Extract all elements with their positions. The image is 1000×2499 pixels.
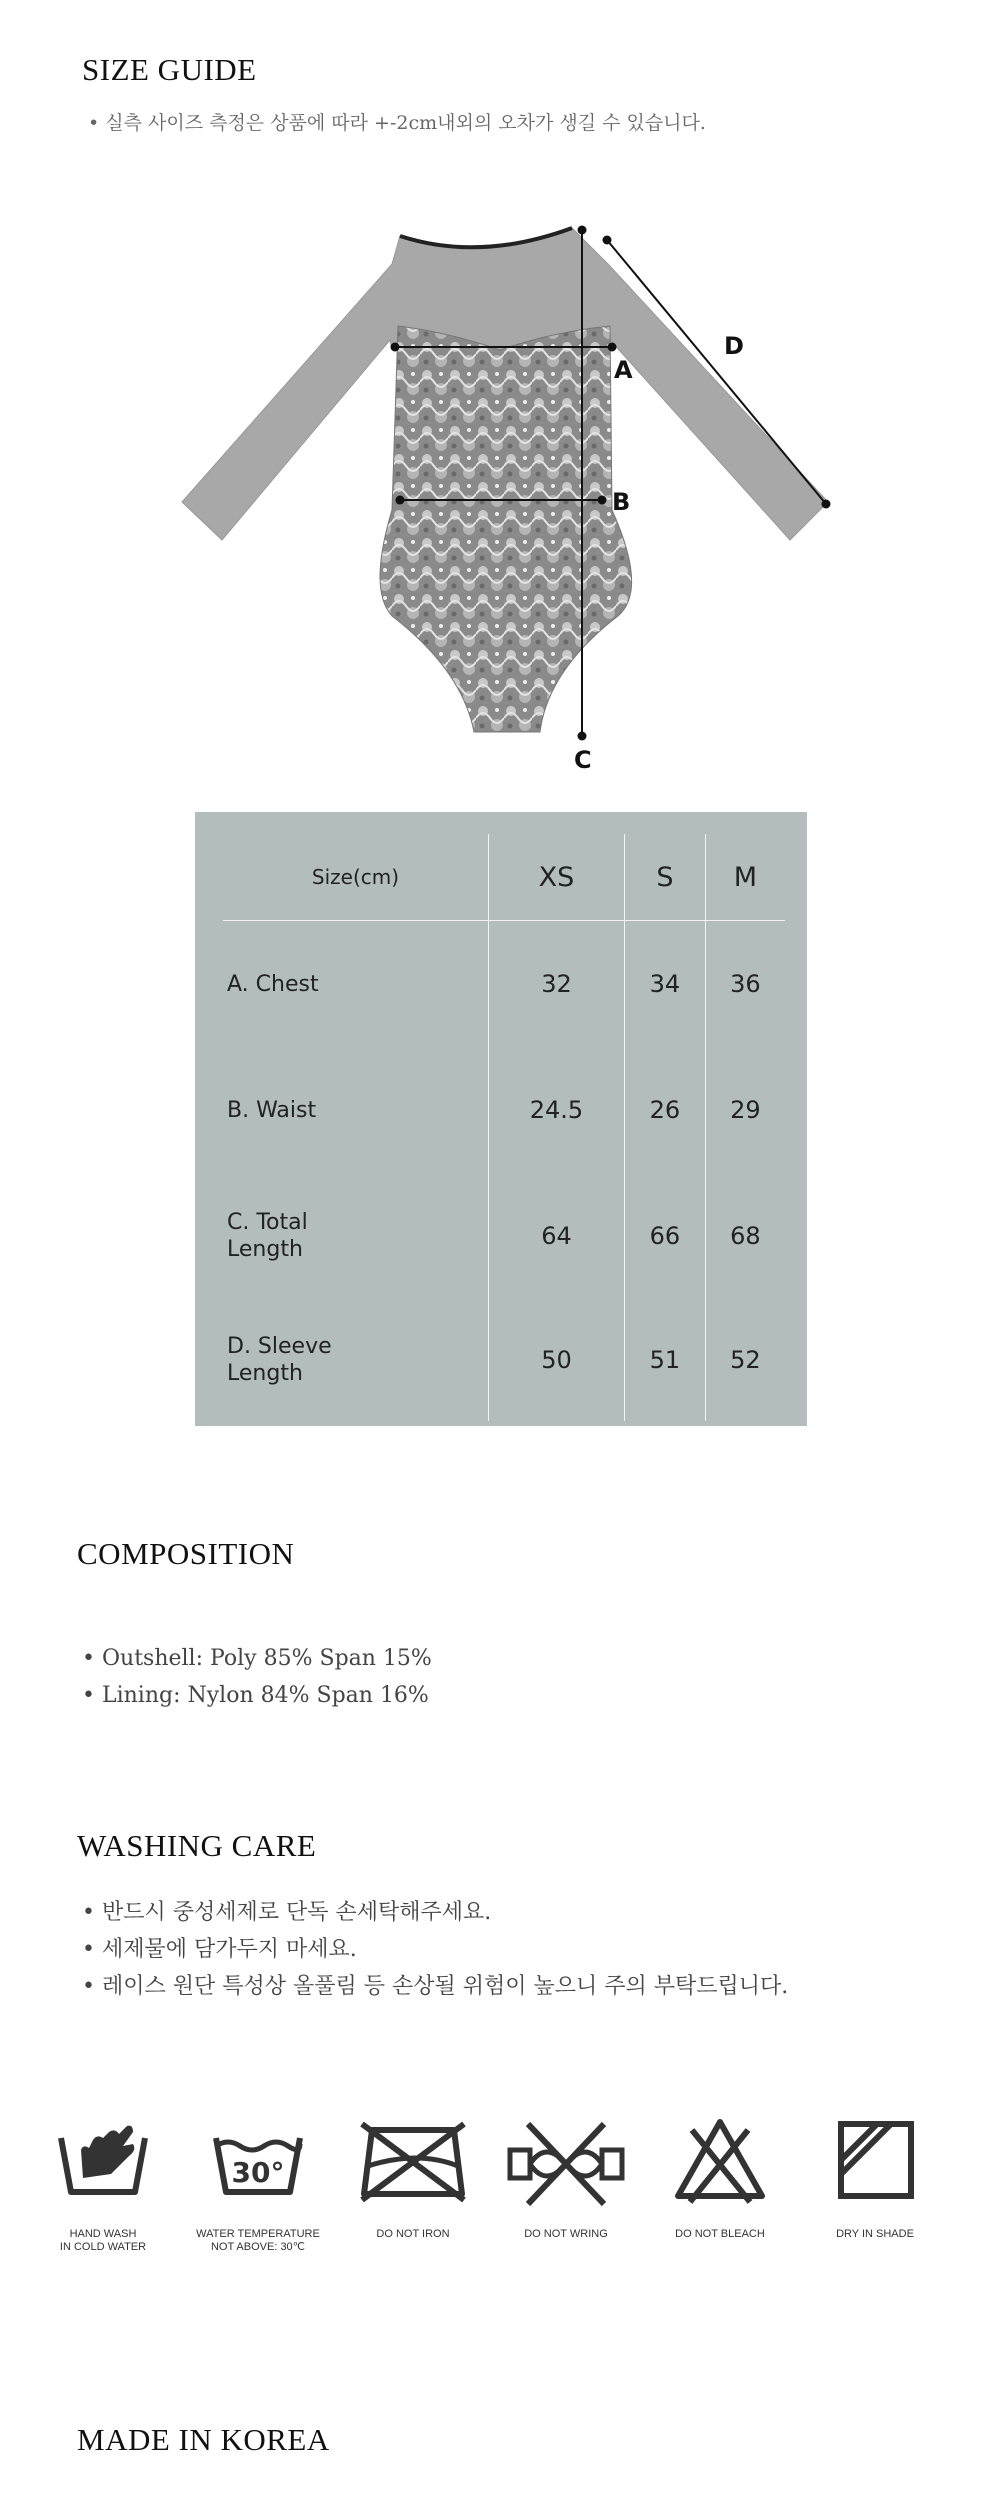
table-row [223,1173,785,1299]
list-item: • 레이스 원단 특성상 올풀림 등 손상될 위험이 높으니 주의 부탁드립니다. [82,1968,788,2005]
care-water-temperature [183,2110,333,2254]
size-guide-note: • 실측 사이즈 측정은 상품에 따라 +-2cm내외의 오차가 생길 수 있습니다. [88,112,706,134]
list-item: • 세제물에 담가두지 마세요. [82,1931,788,1968]
do-not-bleach-icon [670,2110,770,2210]
header-s: S [624,834,705,921]
cell-value: 24.5 [488,1047,624,1173]
list-item: • Lining: Nylon 84% Span 16% [82,1677,432,1714]
garment-diagram [0,200,1000,790]
row-label: C. Total Length [223,1173,488,1299]
care-do-not-iron [338,2110,488,2241]
label-c: C [574,746,592,774]
cell-value: 68 [730,1222,761,1250]
composition-title: COMPOSITION [77,1536,295,1571]
care-caption: DO NOT WRING [524,2228,608,2240]
row-label: D. Sleeve Length [223,1299,488,1421]
cell-value: 36 [730,970,761,998]
care-caption: DRY IN SHADE [836,2228,914,2240]
water-temperature-icon [208,2110,308,2210]
label-d: D [724,332,744,360]
care-hand-wash [28,2110,178,2254]
cell-value: 66 [624,1173,705,1299]
dry-in-shade-icon [825,2110,925,2210]
care-do-not-bleach [645,2110,795,2241]
table-row [223,1299,785,1421]
cell-value: 52 [730,1346,761,1374]
composition-list [82,1640,432,1714]
header-xs: XS [488,834,624,921]
hand-wash-icon [53,2110,153,2210]
cell-value: 29 [730,1096,761,1124]
table-row [223,1047,785,1173]
cell-value: 64 [488,1173,624,1299]
table-row [223,921,785,1048]
do-not-iron-icon [358,2110,468,2210]
cell-value: 51 [624,1299,705,1421]
cell-value: 32 [488,921,624,1048]
row-label: B. Waist [223,1047,488,1173]
washing-care-list [82,1894,788,2005]
cell-value: 50 [488,1299,624,1421]
care-do-not-wring [491,2110,641,2241]
list-item: • 반드시 중성세제로 단독 손세탁해주세요. [82,1894,788,1931]
do-not-wring-icon [506,2110,626,2210]
row-label: A. Chest [223,921,488,1048]
label-a: A [614,356,633,384]
cell-value: 26 [624,1047,705,1173]
size-table-header [223,834,785,921]
washing-care-title: WASHING CARE [77,1828,317,1863]
list-item: • Outshell: Poly 85% Span 15% [82,1640,432,1677]
care-caption: HAND WASH IN COLD WATER [59,2228,147,2253]
origin-title: MADE IN KOREA [77,2422,330,2457]
care-caption: DO NOT BLEACH [675,2228,765,2240]
care-caption: DO NOT IRON [376,2228,450,2240]
header-m: M [705,834,785,921]
cell-value: 34 [624,921,705,1048]
care-dry-in-shade [800,2110,950,2241]
care-caption: WATER TEMPERATURE NOT ABOVE: 30℃ [196,2228,320,2253]
size-table [195,812,807,1426]
temperature-text: 30° [231,2156,285,2189]
label-b: B [612,488,631,516]
size-guide-title: SIZE GUIDE [82,52,257,87]
header-size: Size(cm) [223,834,488,921]
